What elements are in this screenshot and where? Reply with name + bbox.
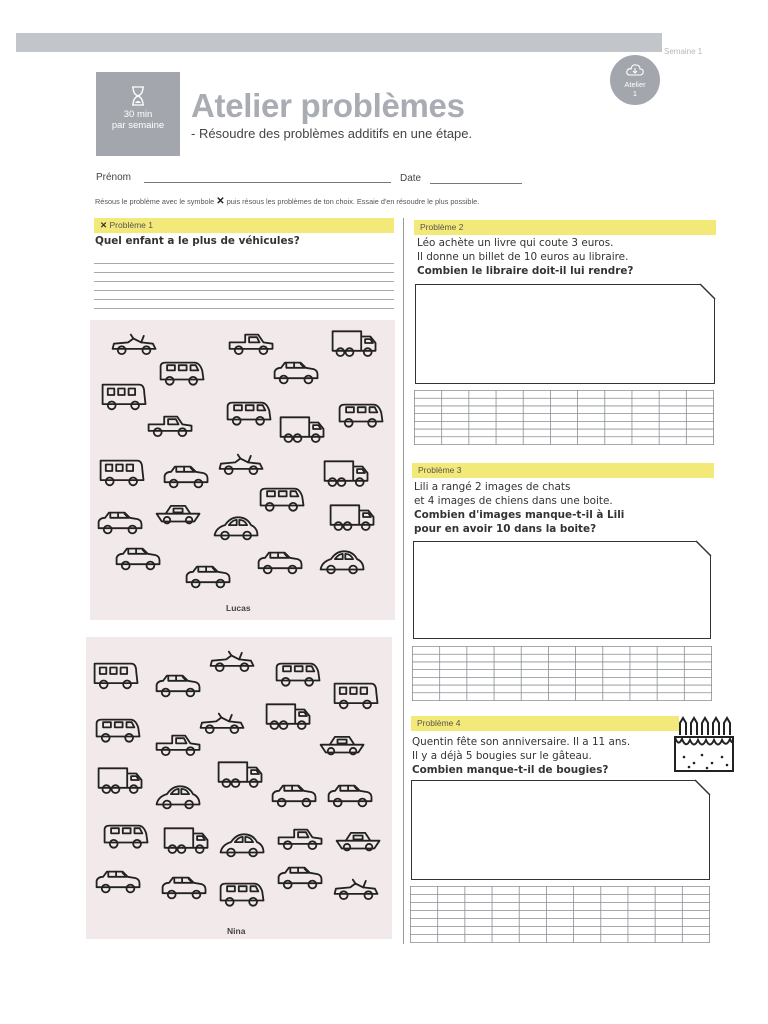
problem2-line2: Il donne un billet de 10 euros au libraire. [417,251,629,263]
prenom-label: Prénom [96,172,132,183]
vehicle-van [261,489,304,511]
answer-line[interactable] [94,290,394,291]
vehicles-panel-nina [86,637,392,939]
vehicles-illustration [86,637,392,939]
vehicle-car [117,549,160,570]
problem1-answer-lines[interactable] [94,255,394,315]
panel-name-lucas: Lucas [226,603,251,613]
problem2-calc-grid[interactable] [414,390,714,445]
cloud-download-icon [626,63,644,76]
folded-corner [696,540,712,556]
vehicle-cabrio [335,880,378,900]
problem4-calc-grid[interactable] [410,886,710,943]
answer-line[interactable] [94,263,394,264]
vehicle-cabrio [201,714,244,734]
page-subtitle: - Résoudre des problèmes additifs en une étape. [191,126,473,141]
vehicle-car [279,868,322,889]
top-band [16,33,662,52]
vehicle-van [97,720,140,742]
prenom-field[interactable] [144,182,391,183]
vehicles-panel-lucas [90,320,395,620]
vehicles-illustration [90,320,395,620]
vehicle-beetle [215,517,258,539]
problem3-calc-grid[interactable] [412,646,712,701]
page-title: Atelier problèmes [191,87,465,124]
problem3-text [414,480,624,536]
time-amount: 30 min [123,109,153,120]
answer-line[interactable] [94,281,394,282]
panel-name-nina: Nina [227,926,246,936]
problem2-text [417,236,633,278]
date-label: Date [400,173,422,184]
vehicle-truck [165,828,208,853]
instructions-after: puis résous les problèmes de ton choix. Essaie d'en résoudre le plus possible. [226,197,480,206]
vehicle-bus [101,461,144,486]
vehicle-bus [103,385,146,410]
problem1-question [95,234,300,248]
vehicle-bus [95,664,138,689]
problem2-header [414,220,716,235]
vehicle-cabrio [211,652,254,672]
vehicle-truck [331,505,374,530]
answer-line[interactable] [94,272,394,273]
vehicle-boat [321,737,364,755]
vehicle-truck [325,461,368,486]
vehicle-car [259,553,302,574]
problem4-question: Combien manque-t-il de bougies? [412,764,609,776]
vehicle-truck [267,704,310,729]
problem1-question-text: Quel enfant a le plus de véhicules? [95,235,300,247]
instructions-before: Résous le problème avec le symbole [95,197,215,206]
problem3-line1: Lili a rangé 2 images de chats [414,481,571,493]
problem4-header [411,716,679,731]
problem3-line2: et 4 images de chiens dans une boite. [414,495,613,507]
atelier-label: Atelier [624,80,646,89]
problem2-label: Problème 2 [420,222,464,232]
vehicle-car [97,872,140,893]
vehicle-van [161,363,204,385]
folded-corner [700,283,716,299]
vehicle-pickup [279,830,322,850]
vehicle-boat [157,506,200,524]
problem3-question1: Combien d'images manque-t-il à Lili [414,509,625,521]
vehicle-car [187,567,230,588]
vehicle-bus [335,684,378,709]
time-box [96,72,180,156]
cross-marker-icon: ✕ [100,220,108,230]
vehicle-beetle [221,834,264,856]
answer-line[interactable] [94,308,394,309]
problem2-drawing-box[interactable] [415,284,715,384]
problem1-label: Problème 1 [109,220,153,230]
birthday-cake-icon [672,713,736,775]
problem3-label: Problème 3 [418,465,462,475]
vehicle-van [277,664,320,686]
vehicle-van [105,826,148,848]
instructions [95,196,479,207]
problem1-header [94,218,394,233]
vehicle-car [273,786,316,807]
vehicle-truck [219,762,262,787]
date-field[interactable] [430,183,522,184]
vehicle-truck [99,768,142,793]
vehicle-boat [337,833,380,851]
vehicle-pickup [230,335,273,355]
time-frequency: par semaine [111,120,165,131]
vehicle-pickup [157,736,200,756]
problem4-line2: Il y a déjà 5 bougies sur le gâteau. [412,750,592,762]
problem2-line1: Léo achète un livre qui coute 3 euros. [417,237,614,249]
vehicle-car [163,878,206,899]
problem4-drawing-box[interactable] [411,780,710,880]
problem3-drawing-box[interactable] [413,541,711,639]
answer-line[interactable] [94,299,394,300]
vehicle-van [340,405,383,427]
problem2-question: Combien le libraire doit-il lui rendre? [417,265,634,277]
atelier-number: 1 [632,89,638,98]
cross-symbol-icon: ✕ [216,196,225,207]
vehicle-car [165,467,208,488]
atelier-badge [610,55,660,105]
vehicle-cabrio [113,335,156,355]
problem4-text [412,735,630,777]
vehicle-car [329,786,372,807]
hourglass-icon [130,86,146,106]
vehicle-beetle [321,551,364,573]
problem4-line1: Quentin fête son anniversaire. Il a 11 ans. [412,736,631,748]
vehicle-pickup [149,417,192,437]
vehicle-beetle [157,786,200,808]
vehicle-car [157,676,200,697]
folded-corner [695,779,711,795]
column-divider [403,218,404,944]
vehicle-car [275,363,318,384]
vehicle-car [99,513,142,534]
vehicle-van [221,884,264,906]
problem4-label: Problème 4 [417,718,461,728]
vehicle-van [228,403,271,425]
vehicle-truck [333,331,376,356]
vehicle-truck [281,417,324,442]
problem3-question2: pour en avoir 10 dans la boite? [414,523,597,535]
vehicle-cabrio [220,455,263,475]
week-label: Semaine 1 [664,47,703,56]
problem3-header [412,463,714,478]
